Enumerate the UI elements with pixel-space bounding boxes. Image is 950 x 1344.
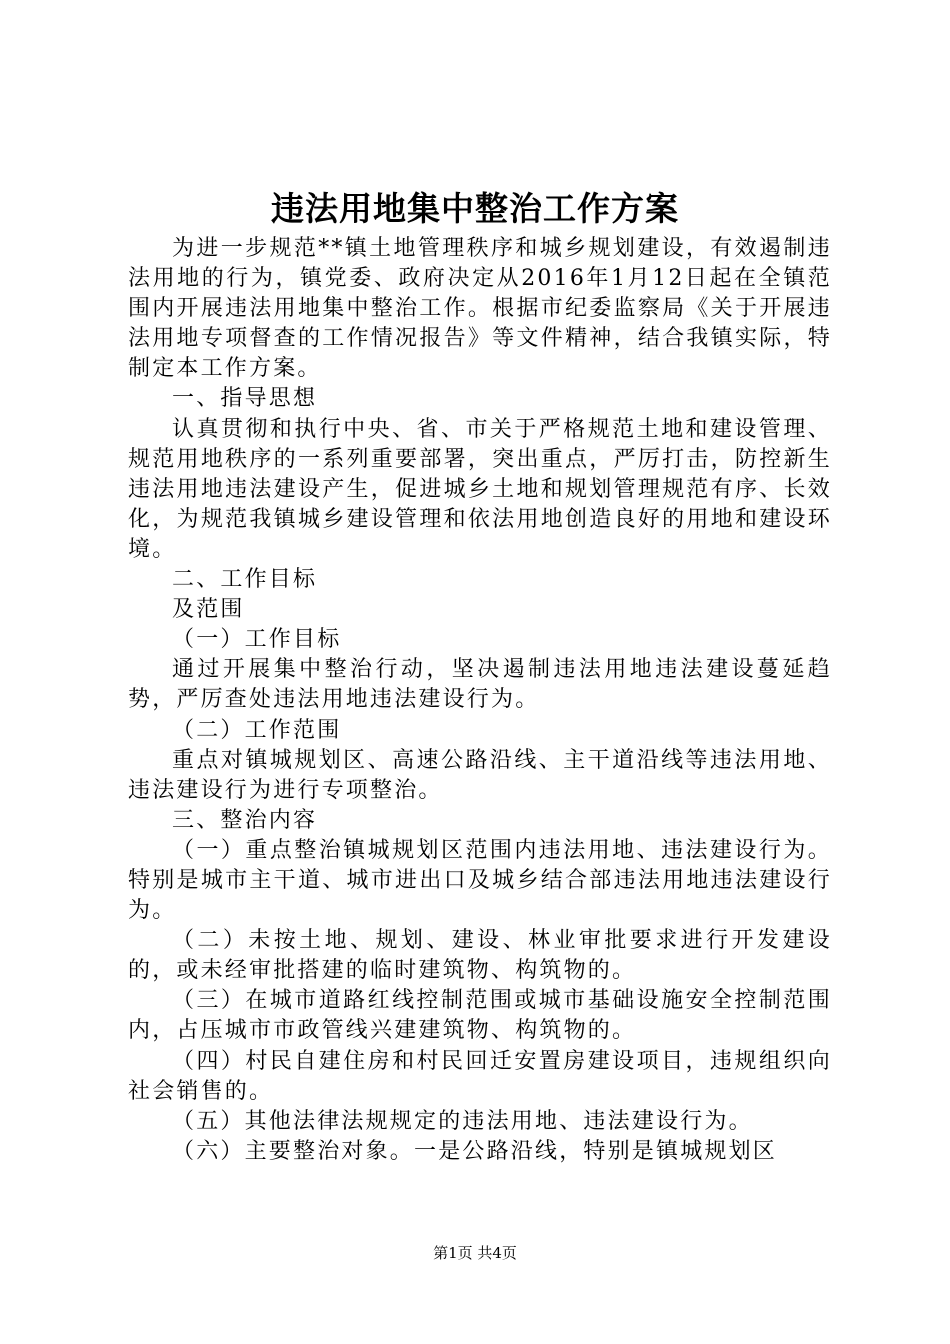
- list-item-2: （二）未按土地、规划、建设、林业审批要求进行开发建设的，或未经审批搭建的临时建筑物、构筑物的。: [128, 928, 832, 984]
- document-title: 违法用地集中整治工作方案: [271, 189, 679, 228]
- document-body: [128, 234, 832, 1167]
- heading-rectification-content: 三、整治内容: [172, 807, 318, 833]
- paragraph-work-goals: 通过开展集中整治行动，坚决遏制违法用地违法建设蔓延趋势，严厉查处违法用地违法建设行为。: [128, 657, 832, 713]
- list-item-3: （三）在城市道路红线控制范围或城市基础设施安全控制范围内，占压城市市政管线兴建建筑物、构筑物的。: [128, 988, 832, 1044]
- paragraph-guiding-ideology: 认真贯彻和执行中央、省、市关于严格规范土地和建设管理、规范用地秩序的一系列重要部署，突出重点，严厉打击，防控新生违法用地违法建设产生，促进城乡土地和规划管理规范有序、长效化，为规范我镇城乡建设管理和依法用地创造良好的用地和建设环境。: [128, 416, 832, 562]
- heading-goals-scope-continued: 及范围: [172, 597, 245, 623]
- heading-goals-scope: 二、工作目标: [172, 567, 318, 593]
- list-item-4: （四）村民自建住房和村民回迁安置房建设项目，违规组织向社会销售的。: [128, 1048, 832, 1104]
- paragraph-work-scope: 重点对镇城规划区、高速公路沿线、主干道沿线等违法用地、违法建设行为进行专项整治。: [128, 747, 832, 803]
- subheading-work-scope: （二）工作范围: [172, 717, 342, 743]
- list-item-5: （五）其他法律法规规定的违法用地、违法建设行为。: [172, 1108, 753, 1134]
- heading-guiding-ideology: 一、指导思想: [172, 386, 318, 412]
- list-item-6: （六）主要整治对象。一是公路沿线，特别是镇城规划区: [172, 1138, 778, 1164]
- subheading-work-goals: （一）工作目标: [172, 627, 342, 653]
- paragraph-intro: 为进一步规范**镇土地管理秩序和城乡规划建设，有效遏制违法用地的行为，镇党委、政府决定从2016年1月12日起在全镇范围内开展违法用地集中整治工作。根据市纪委监察局《关于开展违法用地专项督查的工作情况报告》等文件精神，结合我镇实际，特制定本工作方案。: [128, 236, 832, 382]
- page-number: 第1页 共4页: [433, 1244, 517, 1262]
- list-item-1: （一）重点整治镇城规划区范围内违法用地、违法建设行为。特别是城市主干道、城市进出口及城乡结合部违法用地违法建设行为。: [128, 837, 832, 924]
